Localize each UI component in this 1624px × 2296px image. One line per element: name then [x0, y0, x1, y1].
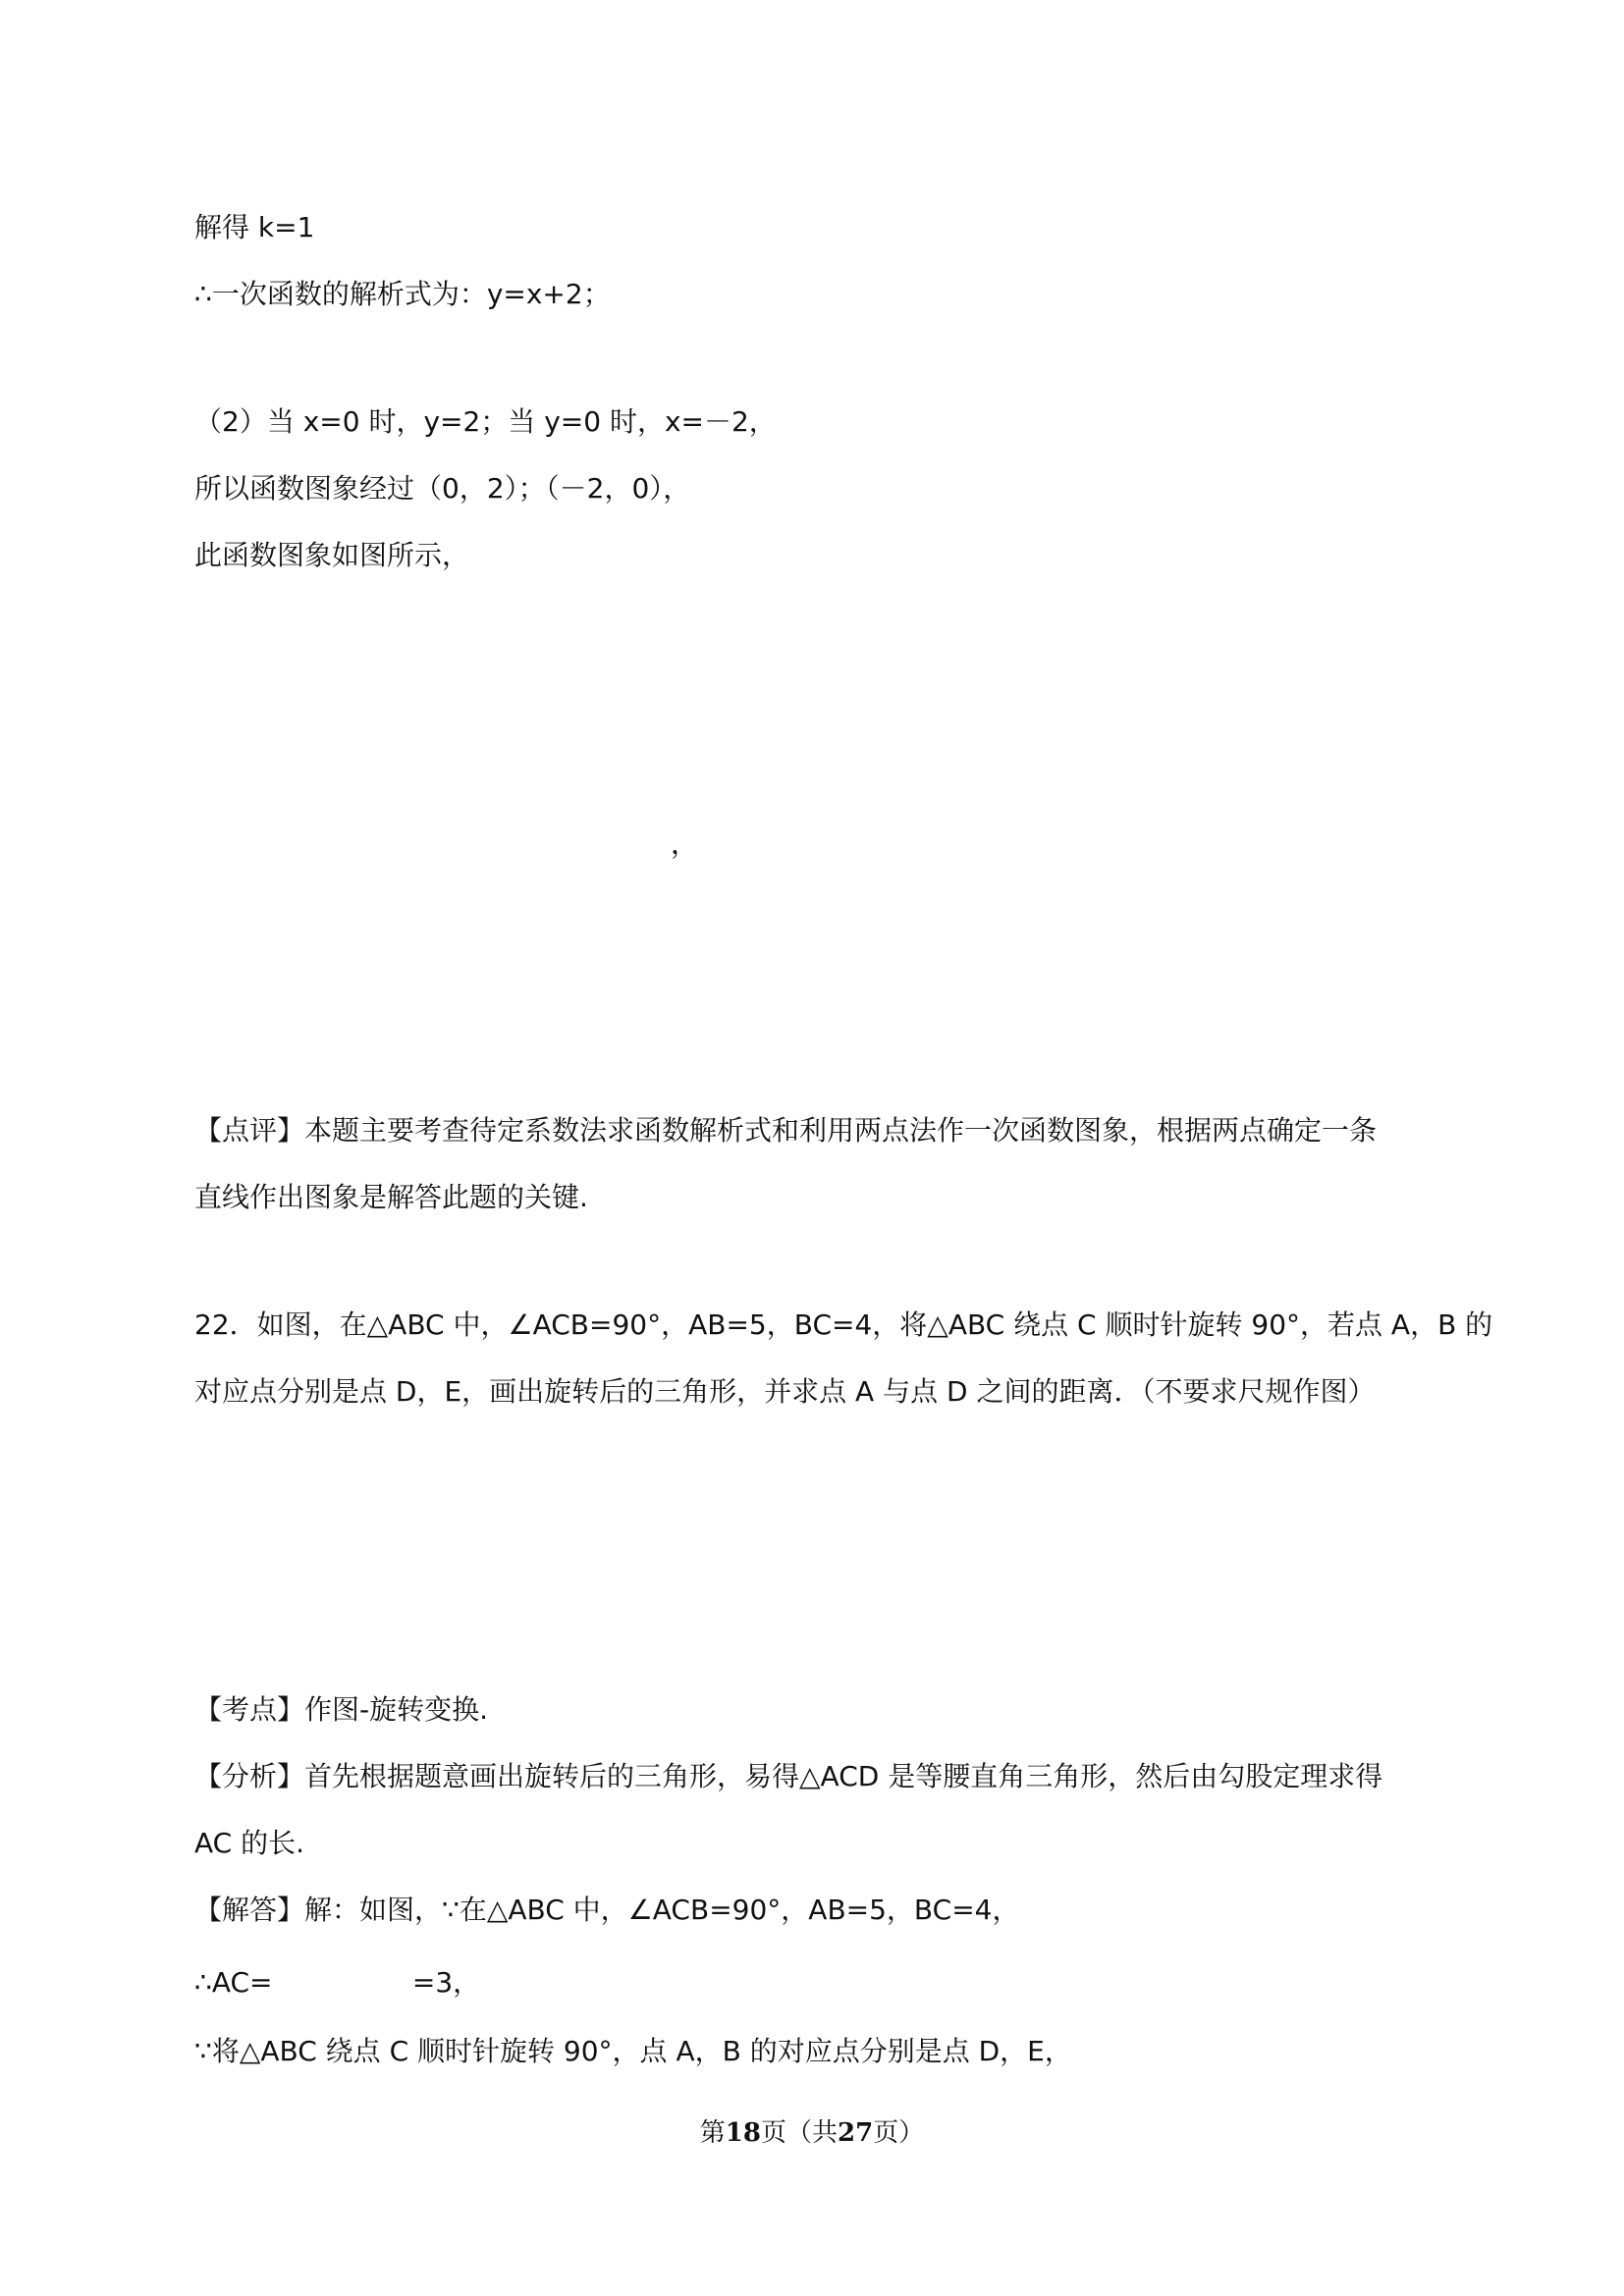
- comment-line-1: 【点评】本题主要考查待定系数法求函数解析式和利用两点法作一次函数图象，根据两点确定一条: [194, 1114, 1378, 1147]
- answer-line-3: ∵将△ABC 绕点 C 顺时针旋转 90°，点 A，B 的对应点分别是点 D，E，: [194, 2035, 1072, 2067]
- text-line-2: ∴一次函数的解析式为：y=x+2；: [194, 278, 611, 310]
- footer-suffix: 页）: [873, 2118, 925, 2148]
- answer-line-1: 【解答】解：如图，∵在△ABC 中，∠ACB=90°，AB=5，BC=4，: [194, 1894, 1020, 1926]
- text-line-3: （2）当 x=0 时，y=2；当 y=0 时，x=－2，: [194, 405, 777, 438]
- question-22-line-1: 22．如图，在△ABC 中，∠ACB=90°，AB=5，BC=4，将△ABC 绕点 C 顺时针旋转 90°，若点 A，B 的: [194, 1308, 1493, 1341]
- footer-page-number: 18: [725, 2118, 761, 2148]
- footer-prefix: 第: [699, 2118, 726, 2148]
- analysis-line-2: AC 的长.: [194, 1827, 305, 1859]
- question-22-line-2: 对应点分别是点 D，E，画出旋转后的三角形，并求点 A 与点 D 之间的距离．（不要求尺规作图）: [194, 1375, 1376, 1408]
- text-line-1: 解得 k=1: [194, 211, 315, 243]
- footer-total-pages: 27: [838, 2118, 874, 2148]
- comment-line-2: 直线作出图象是解答此题的关键.: [194, 1181, 588, 1213]
- answer-line-2: ∴AC= =3，: [194, 1966, 481, 1999]
- footer-middle: 页（共: [760, 2118, 838, 2148]
- page-footer: [0, 2115, 1624, 2151]
- analysis-line-1: 【分析】首先根据题意画出旋转后的三角形，易得△ACD 是等腰直角三角形，然后由勾股定理求得: [194, 1760, 1383, 1792]
- stray-mark: ，: [671, 828, 699, 860]
- text-line-5: 此函数图象如图所示，: [194, 539, 470, 571]
- text-line-4: 所以函数图象经过（0，2）；（－2，0），: [194, 472, 691, 505]
- knowledge-point: 【考点】作图-旋转变换.: [194, 1693, 489, 1726]
